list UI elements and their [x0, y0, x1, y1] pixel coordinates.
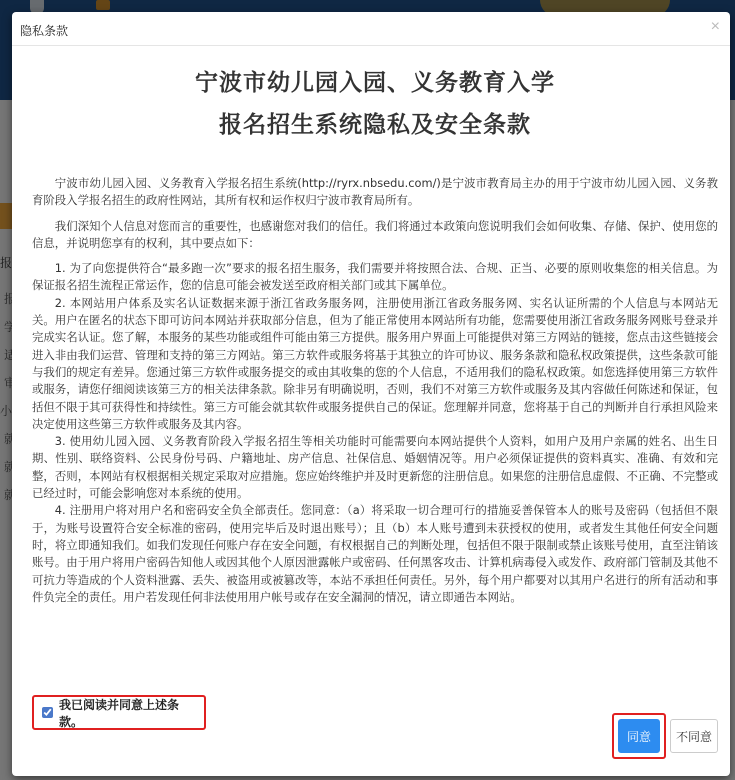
agree-terms-label: 我已阅读并同意上述条款。 — [59, 697, 180, 729]
terms-paragraph: 1. 为了向您提供符合“最多跑一次”要求的报名招生服务，我们需要并将按照合法、合规、正当、必要的原则收集您的相关信息。为保证报名招生流程正常运作，您的信息可能会被发送至政府相关部门或其下属单位。 — [32, 261, 718, 293]
modal-title: 隐私条款 — [20, 24, 69, 38]
terms-paragraph: 宁波市幼儿园入园、义务教育入学报名招生系统(http://ryrx.nbsedu.com/)是宁波市教育局主办的用于宁波市幼儿园入园、义务教育阶段入学报名招生的政府性网站，其所有权和运作权归宁波市教育局所有。 — [32, 176, 718, 208]
terms-content — [32, 175, 718, 606]
modal-footer — [612, 713, 718, 759]
terms-paragraph: 3. 使用幼儿园入园、义务教育阶段入学报名招生等相关功能时可能需要向本网站提供个人资料，如用户及用户亲属的姓名、出生日期、性别、联络资料、公民身份号码、户籍地址、房产信息、社保信息、婚姻情况等。用户必须保证提供的资料真实、准确、有效和完整，否则，本网站有权根据相关规定采取对应措施。您应始终维护并及时更新您的注册信息。如果您的注册信息虚假、不正确、不完整或已经过时，可能会影响您对本系统的使用。 — [32, 434, 718, 501]
terms-paragraph: 4. 注册用户将对用户名和密码安全负全部责任。您同意：（a）将采取一切合理可行的措施妥善保管本人的账号及密码（包括但不限于，为账号设置符合安全标准的密码，使用完毕后及时退出账号）；且（b）本人账号遭到未获授权的使用，或者发生其他任何安全问题时，将立即通知我们。如我们发现任何账户存在安全问题，有权根据自己的判断处理，包括但不限于限制或禁止该账号使用，直至注销该账号。由于用户将用户密码告知他人或因其他个人原因泄露帐户或密码、任何黑客攻击、计算机病毒侵入或发作、政府部门管制及其他不可抗力等造成的个人资料泄露、丢失、被盗用或被篡改等，本站不承担任何责任。另外，每个用户都要对以其用户名进行的所有活动和事件负完全的责任。用户若发现任何非法使用用户帐号或存在安全漏洞的情况，请立即通告本网站。 — [32, 503, 718, 604]
privacy-terms-modal — [12, 12, 730, 776]
modal-body — [12, 46, 730, 606]
agree-button-highlight — [612, 713, 666, 759]
close-icon[interactable]: × — [710, 18, 720, 35]
document-title-line-1: 宁波市幼儿园入园、义务教育入学 — [195, 70, 555, 96]
disagree-button[interactable]: 不同意 — [670, 719, 718, 753]
terms-paragraph: 2. 本网站用户体系及实名认证数据来源于浙江省政务服务网，注册使用浙江省政务服务网、实名认证所需的个人信息与本网站无关。用户在匿名的状态下即可访问本网站并获取部分信息，但为了能正常使用本网站所有功能，您需要使用浙江省政务服务网账号登录并完成实名认证。您了解，本服务的某些功能或组件可能由第三方提供。服务用户界面上可能提供对第三方网站的链接，您点击这些链接会进入非由我们运营、管理和支持的第三方网站。第三方软件或服务将基于其独立的许可协议、服务条款和隐私权政策提供，这些条款可能与我们的规定有差异。您通过第三方软件或服务提交的或由其收集的您的个人信息，不适用我们的隐私权政策。如您选择使用第三方软件或服务，请您仔细阅读该第三方的相关法律条款。除非另有明确说明，否则，我们不对第三方软件或服务及其内容做任何陈述和保证，包括但不限于其可获得性和持续性。第三方可能会就其软件或服务提供自己的保证。您理解并同意，您将基于自己的判断并自行承担风险来决定使用这些第三方软件或服务及其内容。 — [32, 295, 718, 431]
agree-terms-checkbox[interactable] — [42, 707, 53, 718]
terms-paragraph: 我们深知个人信息对您而言的重要性，也感谢您对我们的信任。我们将通过本政策向您说明我们会如何收集、存储、保护、使用您的信息，并说明您享有的权利，其中要点如下： — [32, 218, 718, 250]
agree-terms-checkbox-group[interactable] — [32, 695, 206, 730]
document-title — [32, 46, 718, 146]
modal-header — [12, 12, 730, 46]
document-title-line-2: 报名招生系统隐私及安全条款 — [219, 112, 531, 138]
agree-button[interactable]: 同意 — [618, 719, 660, 753]
